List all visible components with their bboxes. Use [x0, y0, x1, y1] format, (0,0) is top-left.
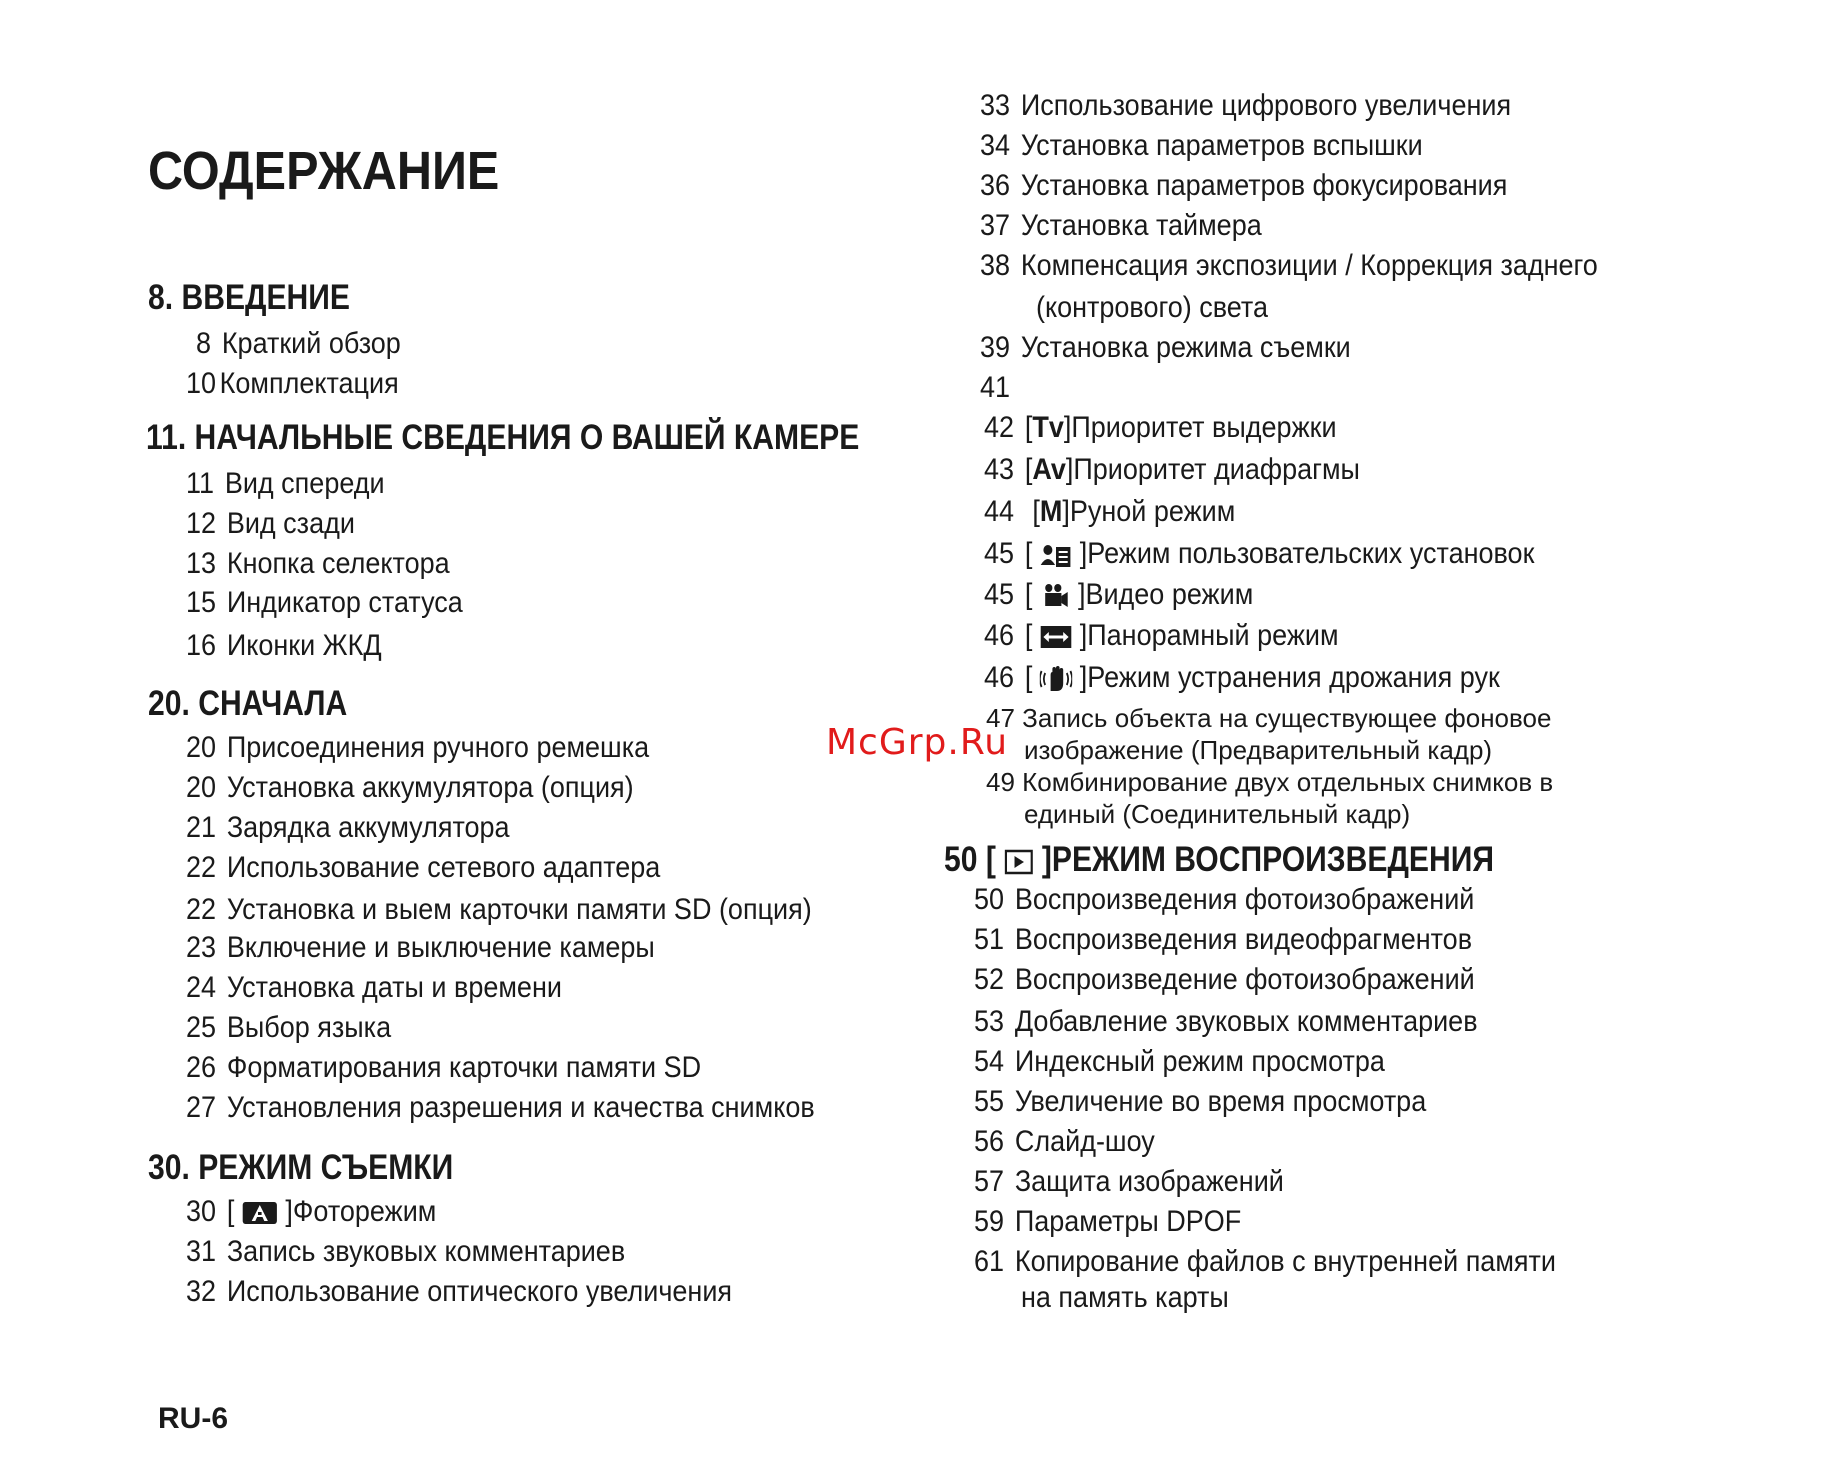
- page-number: 33: [980, 89, 1011, 122]
- page-number: 30: [186, 1195, 217, 1228]
- mode-tag-m: M: [1039, 495, 1063, 528]
- toc-entry[interactable]: [186, 810, 510, 846]
- entry-text: Защита изображений: [1014, 1165, 1284, 1198]
- toc-entry[interactable]: 46 [ ]Панорамный режим: [984, 619, 1339, 652]
- page-number: 57: [974, 1165, 1005, 1198]
- entry-text: Установка аккумулятора (опция): [226, 771, 634, 804]
- toc-entry-continuation: на память карты: [1021, 1281, 1229, 1314]
- page-number: 16: [186, 629, 217, 662]
- entry-text: Параметры DPOF: [1014, 1205, 1242, 1238]
- section-title: РЕЖИМ ВОСПРОИЗВЕДЕНИЯ: [1051, 840, 1495, 879]
- entry-text: Включение и выключение камеры: [226, 931, 655, 964]
- toc-entry[interactable]: 45 [ ]Режим пользовательских установок: [984, 537, 1535, 570]
- page-number: 49: [986, 767, 1015, 797]
- toc-entry[interactable]: [974, 1004, 1478, 1040]
- page-number: 22: [186, 893, 217, 926]
- toc-entry[interactable]: [980, 248, 1598, 284]
- toc-entry[interactable]: [186, 1234, 625, 1270]
- page-number: 55: [974, 1085, 1005, 1118]
- page-number: 54: [974, 1045, 1005, 1078]
- page-number: 11: [186, 467, 215, 500]
- entry-text: Установка параметров вспышки: [1020, 129, 1423, 162]
- entry-text: Приоритет выдержки: [1071, 411, 1337, 444]
- entry-text: Иконки ЖКД: [226, 629, 382, 662]
- page-number: 52: [974, 963, 1005, 996]
- page-number: 20: [186, 731, 217, 764]
- toc-entry[interactable]: [974, 1084, 1426, 1120]
- entry-text: Установка даты и времени: [226, 971, 562, 1004]
- toc-entry[interactable]: [186, 970, 562, 1006]
- page-number: 56: [974, 1125, 1005, 1158]
- mode-tag-av: Av: [1032, 453, 1066, 486]
- section-heading-introduction: 8. ВВЕДЕНИЕ: [148, 278, 350, 317]
- entry-text: Установка параметров фокусирования: [1020, 169, 1508, 202]
- entry-text: Панорамный режим: [1087, 619, 1339, 652]
- page-number: 38: [980, 249, 1011, 282]
- toc-entry[interactable]: [980, 330, 1351, 366]
- entry-text: Режим пользовательских установок: [1087, 537, 1535, 570]
- entry-text: Приоритет диафрагмы: [1073, 453, 1360, 486]
- toc-entry[interactable]: [186, 466, 385, 502]
- entry-text: Запись объекта на существующее фоновое: [1022, 703, 1552, 733]
- entry-text: Руной режим: [1069, 495, 1236, 528]
- page-number: 46: [984, 661, 1015, 694]
- page-number: 41: [980, 371, 1011, 404]
- toc-entry[interactable]: 42 [Tv]Приоритет выдержки: [984, 411, 1337, 444]
- entry-text: Установка таймера: [1020, 209, 1262, 242]
- entry-text: Форматирования карточки памяти SD: [226, 1051, 702, 1084]
- toc-entry[interactable]: [980, 128, 1423, 164]
- entry-text: Воспроизведения видеофрагментов: [1014, 923, 1473, 956]
- entry-text: Компенсация экспозиции / Коррекция заднего: [1020, 249, 1598, 282]
- page-number: 25: [186, 1011, 217, 1044]
- page-number: 8: [196, 327, 212, 360]
- page-number: 47: [986, 703, 1015, 733]
- toc-entry[interactable]: [974, 1124, 1155, 1160]
- section-heading-camera-basics: 11. НАЧАЛЬНЫЕ СВЕДЕНИЯ О ВАШЕЙ КАМЕРЕ: [146, 418, 860, 457]
- toc-entry[interactable]: [186, 892, 812, 928]
- page-number: 26: [186, 1051, 217, 1084]
- page-number: 23: [186, 931, 217, 964]
- page-number: 61: [974, 1245, 1005, 1278]
- page-number: 36: [980, 169, 1011, 202]
- page-number: 45: [984, 578, 1015, 611]
- toc-entry[interactable]: [974, 1204, 1241, 1240]
- page-number: 15: [186, 586, 217, 619]
- toc-entry[interactable]: [186, 1050, 701, 1086]
- page-number: 46: [984, 619, 1015, 652]
- entry-text: Использование сетевого адаптера: [226, 851, 661, 884]
- toc-entry[interactable]: [196, 326, 401, 362]
- entry-text: Воспроизведения фотоизображений: [1014, 883, 1475, 916]
- section-heading-playback-mode: 50 [ ]РЕЖИМ ВОСПРОИЗВЕДЕНИЯ: [944, 840, 1495, 879]
- section-page-number: 50: [944, 840, 978, 879]
- entry-text: Присоединения ручного ремешка: [226, 731, 650, 764]
- page-number: 22: [186, 851, 217, 884]
- page-number: 20: [186, 771, 217, 804]
- page-number: 59: [974, 1205, 1005, 1238]
- toc-entry[interactable]: 45 [ ]Видео режим: [984, 578, 1254, 611]
- page-number: 13: [186, 547, 217, 580]
- panorama-icon: [1040, 623, 1072, 651]
- toc-entry[interactable]: [980, 208, 1262, 244]
- toc-entry[interactable]: [186, 585, 463, 621]
- toc-entry-continuation: единый (Соединительный кадр): [1024, 799, 1411, 829]
- page-number: 44: [984, 495, 1015, 528]
- page-number: 50: [974, 883, 1005, 916]
- page-number: 32: [186, 1275, 217, 1308]
- toc-entry[interactable]: [186, 770, 634, 806]
- play-icon: [1004, 849, 1033, 875]
- toc-entry[interactable]: [186, 1274, 732, 1310]
- toc-entry[interactable]: [974, 882, 1474, 918]
- toc-entry-continuation: изображение (Предварительный кадр): [1024, 735, 1493, 765]
- toc-entry[interactable]: [186, 850, 660, 886]
- section-heading-shooting-mode: 30. РЕЖИМ СЪЕМКИ: [148, 1148, 454, 1187]
- entry-text: Вид сзади: [226, 507, 355, 540]
- toc-entry[interactable]: [186, 730, 649, 766]
- page-number: 39: [980, 331, 1011, 364]
- entry-text: Использование цифрового увеличения: [1020, 89, 1512, 122]
- page-number: 31: [186, 1235, 217, 1268]
- entry-text: Краткий обзор: [221, 327, 401, 360]
- entry-text: Копирование файлов с внутренней памяти: [1014, 1245, 1556, 1278]
- toc-entry[interactable]: [186, 506, 355, 542]
- page-number: 42: [984, 411, 1015, 444]
- entry-text: Установка режима съемки: [1020, 331, 1351, 364]
- entry-text: Зарядка аккумулятора: [226, 811, 510, 844]
- entry-text: Вид спереди: [224, 467, 385, 500]
- entry-text: Комплектация: [219, 367, 399, 400]
- toc-entry[interactable]: [986, 702, 1551, 734]
- toc-entry[interactable]: [980, 88, 1511, 124]
- toc-entry[interactable]: [974, 1164, 1284, 1200]
- entry-text: Использование оптического увеличения: [226, 1275, 733, 1308]
- page-number: 43: [984, 453, 1015, 486]
- page-number: 34: [980, 129, 1011, 162]
- toc-entry[interactable]: [186, 1194, 436, 1230]
- entry-text: Режим устранения дрожания рук: [1087, 661, 1500, 694]
- page-number: 27: [186, 1091, 217, 1124]
- user-settings-icon: [1040, 541, 1072, 569]
- entry-text: Комбинирование двух отдельных снимков в: [1022, 767, 1554, 797]
- entry-text: Установка и выем карточки памяти SD (опция): [226, 893, 812, 926]
- page-number: 51: [974, 923, 1005, 956]
- toc-entry[interactable]: [974, 1244, 1556, 1280]
- entry-text: Видео режим: [1085, 578, 1254, 611]
- entry-text: Установления разрешения и качества снимков: [226, 1091, 815, 1124]
- page-number: 53: [974, 1005, 1005, 1038]
- toc-entry[interactable]: 44 [M]Руной режим: [984, 495, 1236, 528]
- page-number: 12: [186, 507, 217, 540]
- page-number: 10: [186, 367, 217, 400]
- entry-text: Выбор языка: [226, 1011, 392, 1044]
- toc-entry[interactable]: [974, 922, 1472, 958]
- toc-entry[interactable]: [186, 366, 399, 402]
- entry-text: Увеличение во время просмотра: [1014, 1085, 1427, 1118]
- toc-entry[interactable]: [986, 766, 1553, 798]
- entry-text: Фоторежим: [292, 1195, 437, 1228]
- toc-entry[interactable]: [186, 930, 655, 966]
- auto-mode-icon: [242, 1200, 278, 1226]
- page-title: СОДЕРЖАНИЕ: [148, 141, 500, 201]
- toc-entry-continuation: (контрового) света: [1036, 291, 1269, 324]
- toc-entry[interactable]: [980, 168, 1507, 204]
- bracket-close: ]: [285, 1195, 293, 1228]
- entry-text: Слайд-шоу: [1014, 1125, 1155, 1158]
- section-heading-first-steps: 20. СНАЧАЛА: [148, 684, 348, 723]
- toc-entry[interactable]: [974, 1044, 1385, 1080]
- page-number: 24: [186, 971, 217, 1004]
- entry-text: Индикатор статуса: [226, 586, 463, 619]
- toc-entry[interactable]: 43 [Av]Приоритет диафрагмы: [984, 453, 1360, 486]
- mode-tag-tv: Tv: [1032, 411, 1064, 444]
- entry-text: Воспроизведение фотоизображений: [1014, 963, 1475, 996]
- toc-entry[interactable]: [186, 1010, 391, 1046]
- page-number: 45: [984, 537, 1015, 570]
- page-number: 37: [980, 209, 1011, 242]
- bracket-open: [: [226, 1195, 235, 1228]
- entry-text: Добавление звуковых комментариев: [1014, 1005, 1478, 1038]
- toc-entry[interactable]: 46 [ ]Режим устранения дрожания рук: [984, 661, 1500, 694]
- entry-text: Индексный режим просмотра: [1014, 1045, 1385, 1078]
- entry-text: Запись звуковых комментариев: [226, 1235, 626, 1268]
- video-camera-icon: [1040, 582, 1071, 610]
- toc-entry[interactable]: [186, 546, 450, 582]
- toc-entry[interactable]: [980, 370, 1021, 406]
- toc-entry[interactable]: [186, 628, 382, 664]
- page-footer: RU-6: [158, 1402, 229, 1435]
- entry-text: Кнопка селектора: [226, 547, 450, 580]
- watermark: McGrp.Ru: [826, 722, 1009, 763]
- toc-entry[interactable]: [974, 962, 1475, 998]
- toc-entry[interactable]: [186, 1090, 815, 1126]
- hand-shake-icon: [1040, 665, 1072, 693]
- page-number: 21: [186, 811, 217, 844]
